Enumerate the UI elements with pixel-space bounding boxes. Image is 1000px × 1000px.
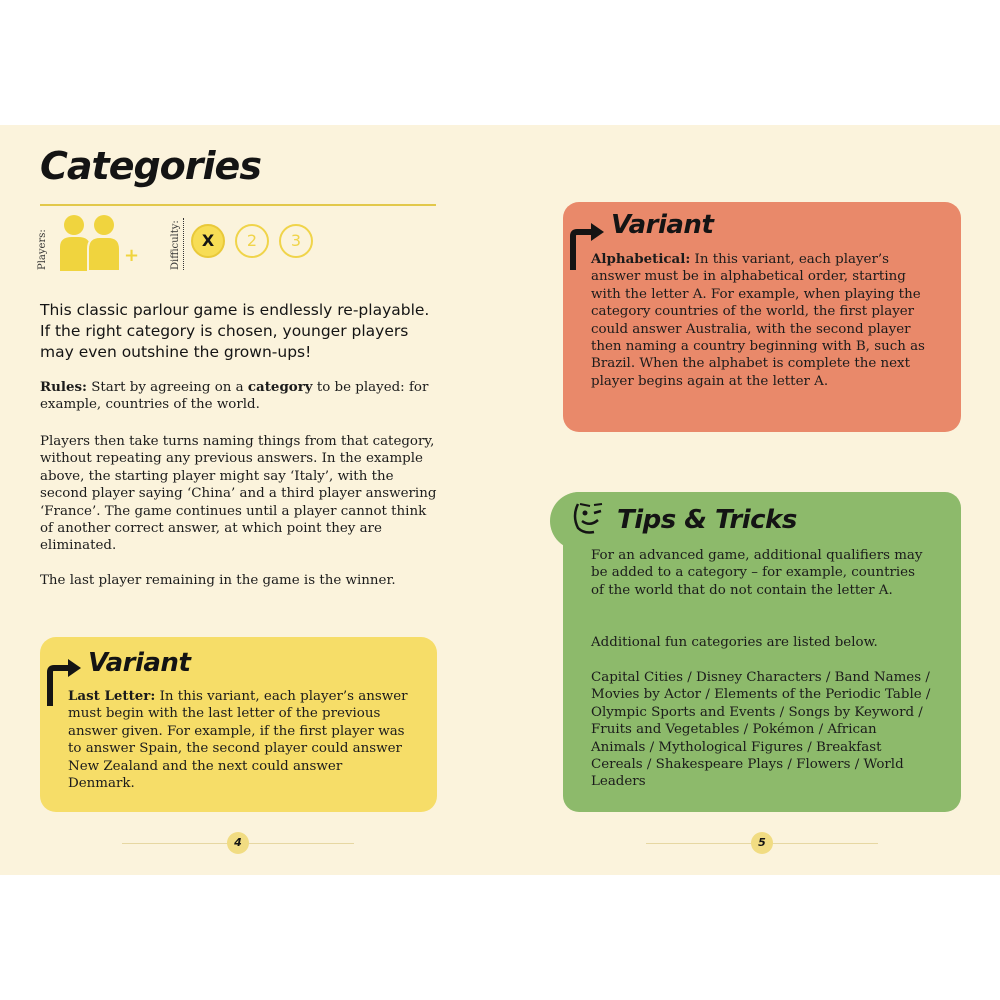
players-label: Players: [37,229,48,270]
difficulty-mark-1: X [191,224,225,258]
title-underline [40,204,436,206]
page-number-left: 4 [227,832,249,854]
intro-paragraph: This classic parlour game is endlessly re-playable. If the right category is chosen, younger players may even outshine the grown-ups! [40,301,430,361]
tips-paragraph-2: Additional fun categories are listed below. [591,635,878,650]
rules-text-before: Start by agreeing on a [86,380,248,395]
difficulty-label: Difficulty: [170,220,181,270]
two-people-icon [58,213,143,275]
variant-title-left: Variant [88,648,191,678]
difficulty-mark-2: 2 [235,224,269,258]
page-number-right: 5 [751,832,773,854]
rules-keyword: category [247,379,313,395]
rules-label: Rules: [40,379,87,395]
dotted-divider [183,218,184,270]
variant-text-right [591,251,931,390]
winking-face-icon [570,496,608,536]
tips-title: Tips & Tricks [617,505,797,535]
variant-body-last-letter: In this variant, each player’s answer must begin with the last letter of the previous answer given. For example, if the first player was to answer Spain, the second player could answer New Zealand and the next could answer Denmark. [68,689,408,792]
winner-paragraph: The last player remaining in the game is the winner. [40,573,396,588]
variant-label-last-letter: Last Letter: [68,688,156,704]
players-plus: + [124,245,140,266]
rules-text-after: to be played: for example, countries of the world. [40,380,429,413]
page-title: Categories [40,144,261,188]
variant-body-alphabetical: In this variant, each player’s answer must be in alphabetical order, starting with the letter A. For example, when playing the category countries of the world, the first player could answer Australia, with the second player then naming a country beginning with B, such as Brazil. When the alphabet is complete the next player begins again at the letter A. [591,252,925,389]
variant-text-left [68,688,408,792]
tips-paragraph-3: Capital Cities / Disney Characters / Band Names / Movies by Actor / Elements of the Periodic Table / Olympic Sports and Events / Songs by Keyword / Fruits and Vegetables / Pokémon / African Animals / Mythological Figures / Breakfast Cereals / Shakespeare Plays / Flowers / World Leaders [591,670,931,790]
rules-paragraph [40,379,438,414]
players-paragraph: Players then take turns naming things from that category, without repeating any previous answers. In the example above, the starting player might say ‘Italy’, with the second player saying ‘China’ and a third player answering ‘France’. The game continues until a player cannot think of another correct answer, at which point they are eliminated. [40,434,437,554]
variant-title-right: Variant [611,210,714,240]
variant-label-alphabetical: Alphabetical: [591,251,691,267]
tips-paragraph-1: For an advanced game, additional qualifiers may be added to a category – for example, countries of the world that do not contain the letter A. [591,548,923,598]
difficulty-mark-3: 3 [279,224,313,258]
